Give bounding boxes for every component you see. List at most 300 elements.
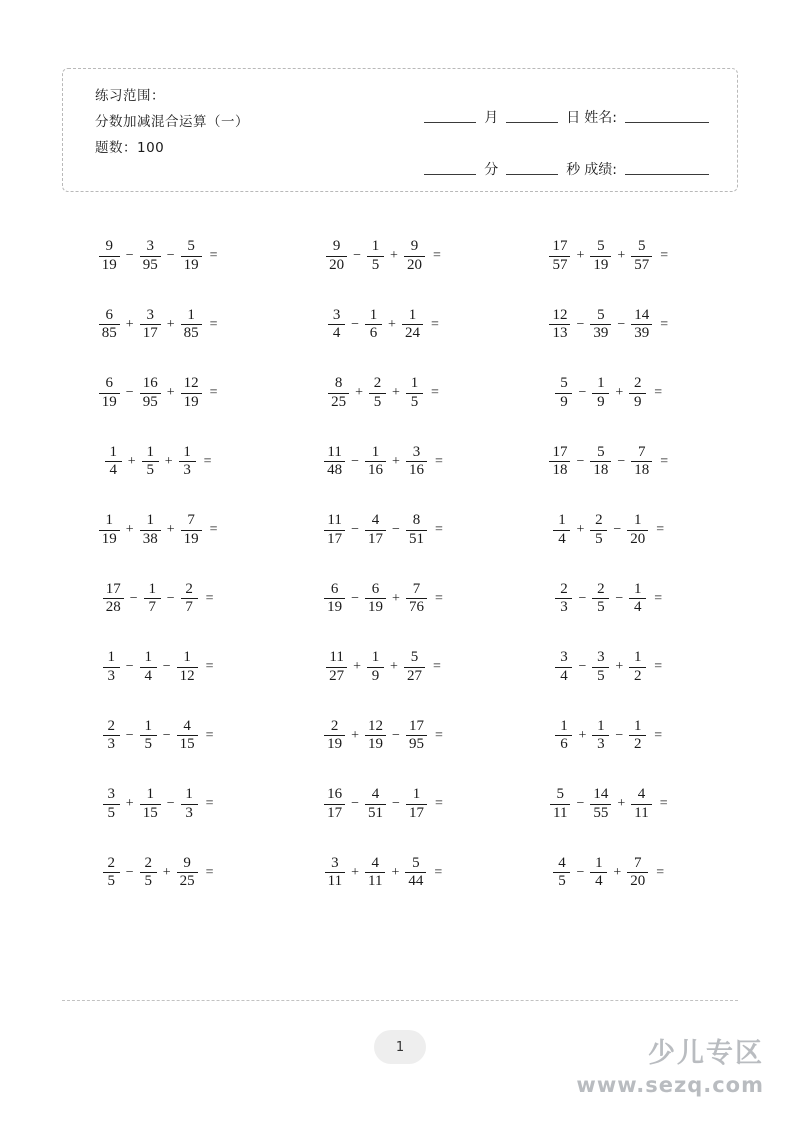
time-row: [375, 141, 715, 179]
month-label: 月: [484, 110, 499, 126]
answer-blank[interactable]: [441, 658, 475, 676]
fraction: [590, 787, 611, 822]
equals-sign: =: [434, 796, 443, 812]
equals-sign: =: [430, 385, 439, 401]
problem-count-label: 题数：100: [95, 140, 165, 156]
fraction: [365, 856, 385, 891]
answer-blank[interactable]: [443, 795, 477, 813]
fraction: [627, 856, 648, 891]
fraction: [103, 582, 124, 617]
problem-expression: [323, 445, 477, 480]
fraction-denominator: 3: [107, 736, 116, 753]
problem-expression: [327, 376, 473, 411]
fraction-numerator: 5: [560, 375, 568, 391]
fraction: [367, 239, 384, 274]
fraction-numerator: 1: [109, 443, 118, 460]
fraction-denominator: 5: [107, 804, 116, 821]
fraction-numerator: 3: [331, 854, 339, 871]
fraction: [555, 376, 572, 411]
equals-sign: =: [656, 864, 665, 880]
fraction-numerator: 9: [332, 238, 341, 254]
equals-sign: =: [654, 590, 663, 606]
fraction-numerator: 11: [327, 443, 342, 460]
fraction: [177, 650, 198, 685]
operator: −: [351, 522, 360, 538]
problem-cell: [62, 359, 287, 428]
minute-blank[interactable]: [424, 173, 476, 175]
name-label: 姓名:: [584, 110, 617, 126]
fraction-numerator: 1: [105, 512, 114, 528]
fraction: [631, 308, 652, 343]
fraction: [631, 445, 652, 480]
answer-blank[interactable]: [439, 316, 473, 334]
fraction-numerator: 9: [410, 238, 419, 254]
fraction-numerator: 2: [560, 580, 568, 597]
fraction-denominator: 5: [144, 736, 152, 753]
problem-cell: [513, 359, 738, 428]
fraction: [103, 650, 120, 685]
operator: −: [125, 864, 134, 880]
fraction-denominator: 9: [634, 393, 642, 410]
problem-cell: [513, 222, 738, 291]
fraction-numerator: 1: [371, 649, 380, 665]
fraction-denominator: 6: [560, 736, 568, 753]
fraction: [555, 582, 572, 617]
fraction-numerator: 14: [634, 306, 650, 323]
answer-blank[interactable]: [214, 864, 248, 882]
fraction-numerator: 1: [597, 375, 605, 391]
fraction-denominator: 4: [109, 462, 118, 479]
problem-expression: [548, 239, 702, 274]
fraction-numerator: 3: [560, 649, 568, 665]
answer-blank[interactable]: [662, 727, 696, 745]
fraction-numerator: 3: [332, 306, 341, 323]
fraction-denominator: 18: [634, 462, 650, 479]
fraction-numerator: 1: [560, 717, 568, 734]
name-blank[interactable]: [625, 121, 709, 123]
fraction-denominator: 5: [107, 873, 116, 890]
fraction: [404, 650, 425, 685]
problem-expression: [554, 650, 696, 685]
fraction-denominator: 27: [329, 667, 345, 684]
answer-blank[interactable]: [441, 247, 475, 265]
fraction-denominator: 20: [329, 256, 345, 273]
fraction-denominator: 3: [560, 599, 568, 616]
header-fillin-block: [375, 89, 715, 179]
fraction: [103, 787, 120, 822]
problem-expression: [102, 856, 248, 891]
fraction-denominator: 19: [183, 530, 199, 547]
problem-cell: [287, 291, 512, 360]
operator: +: [166, 316, 175, 332]
fraction-denominator: 6: [369, 325, 378, 342]
fraction: [140, 239, 161, 274]
fraction-denominator: 18: [552, 462, 568, 479]
operator: +: [351, 727, 360, 743]
problem-cell: [287, 359, 512, 428]
problem-cell: [513, 496, 738, 565]
fraction-denominator: 76: [408, 599, 424, 616]
operator: −: [576, 453, 585, 469]
problem-expression: [552, 856, 698, 891]
watermark: [576, 1038, 764, 1098]
fraction-denominator: 19: [183, 393, 199, 410]
problem-expression: [98, 239, 252, 274]
fraction-numerator: 2: [330, 717, 339, 734]
fraction: [406, 376, 423, 411]
fraction: [550, 787, 570, 822]
equals-sign: =: [660, 316, 669, 332]
fraction-numerator: 3: [146, 306, 154, 323]
fraction-numerator: 6: [105, 306, 114, 323]
equals-sign: =: [660, 453, 669, 469]
operator: +: [388, 316, 396, 332]
problems-grid: [62, 222, 738, 907]
answer-blank[interactable]: [668, 453, 702, 471]
problem-expression: [327, 308, 473, 343]
answer-blank[interactable]: [214, 590, 248, 608]
fraction-numerator: 6: [105, 375, 114, 391]
operator: +: [392, 385, 400, 401]
answer-blank[interactable]: [662, 384, 696, 402]
watermark-brand: 少儿专区: [648, 1038, 764, 1069]
operator: +: [615, 385, 624, 401]
fraction-numerator: 1: [144, 649, 152, 665]
equals-sign: =: [209, 522, 218, 538]
problem-cell: [513, 839, 738, 908]
fraction: [553, 856, 570, 891]
answer-blank[interactable]: [212, 453, 246, 471]
operator: −: [125, 727, 134, 743]
fraction: [326, 650, 347, 685]
fraction: [140, 376, 161, 411]
operator: −: [576, 316, 585, 332]
fraction: [631, 239, 652, 274]
fraction-denominator: 25: [331, 393, 347, 410]
fraction-denominator: 2: [634, 736, 642, 753]
score-blank[interactable]: [625, 173, 709, 175]
problem-cell: [62, 839, 287, 908]
operator: +: [578, 727, 587, 743]
answer-blank[interactable]: [668, 795, 702, 813]
fraction-numerator: 12: [368, 717, 384, 734]
fraction: [629, 719, 646, 754]
answer-blank[interactable]: [668, 247, 702, 265]
fraction: [592, 650, 609, 685]
answer-blank[interactable]: [214, 658, 248, 676]
fraction-denominator: 19: [368, 736, 384, 753]
fraction-denominator: 19: [101, 256, 117, 273]
fraction-numerator: 1: [183, 649, 191, 665]
fraction-numerator: 3: [412, 443, 421, 460]
fraction: [324, 787, 345, 822]
operator: −: [125, 385, 134, 401]
fraction-numerator: 17: [552, 443, 568, 460]
fraction-numerator: 5: [187, 238, 195, 254]
fraction-numerator: 5: [412, 854, 420, 871]
equals-sign: =: [660, 248, 669, 264]
problem-cell: [62, 496, 287, 565]
date-row: [375, 89, 715, 127]
problem-expression: [98, 513, 252, 548]
fraction-numerator: 12: [183, 375, 199, 391]
fraction-denominator: 24: [404, 325, 420, 342]
fraction: [326, 239, 347, 274]
operator: −: [392, 522, 400, 538]
fraction-denominator: 5: [146, 462, 154, 479]
minute-label: 分: [484, 162, 499, 178]
operator: +: [617, 796, 626, 812]
fraction-denominator: 95: [142, 393, 158, 410]
fraction: [590, 308, 611, 343]
equals-sign: =: [209, 385, 218, 401]
fraction-numerator: 2: [144, 854, 152, 871]
fraction: [365, 719, 386, 754]
fraction-denominator: 11: [368, 873, 383, 890]
fraction-denominator: 20: [630, 873, 646, 890]
operator: +: [615, 659, 624, 675]
fraction-numerator: 9: [105, 238, 114, 254]
second-blank[interactable]: [506, 173, 558, 175]
answer-blank[interactable]: [662, 658, 696, 676]
equals-sign: =: [432, 659, 441, 675]
operator: −: [576, 796, 585, 812]
problem-expression: [323, 787, 477, 822]
fraction-numerator: 4: [183, 717, 191, 734]
fraction: [549, 445, 570, 480]
operator: −: [392, 727, 400, 743]
problem-expression: [325, 239, 475, 274]
fraction-numerator: 17: [408, 717, 424, 734]
fraction: [103, 856, 120, 891]
problem-cell: [287, 770, 512, 839]
fraction-numerator: 12: [552, 306, 568, 323]
fraction: [555, 719, 572, 754]
operator: −: [617, 316, 626, 332]
fraction-numerator: 11: [327, 512, 342, 528]
fraction: [590, 856, 607, 891]
fraction: [99, 376, 120, 411]
fraction-numerator: 1: [185, 786, 193, 802]
worksheet-header: [62, 68, 738, 192]
fraction-denominator: 5: [558, 873, 566, 890]
fraction-denominator: 5: [144, 873, 152, 890]
problem-expression: [549, 787, 702, 822]
day-blank[interactable]: [506, 121, 558, 123]
answer-blank[interactable]: [214, 795, 248, 813]
fraction: [553, 513, 570, 548]
equals-sign: =: [205, 727, 214, 743]
fraction: [181, 582, 198, 617]
fraction: [592, 719, 609, 754]
operator: −: [578, 590, 587, 606]
fraction-denominator: 38: [142, 530, 158, 547]
fraction-denominator: 12: [179, 667, 195, 684]
answer-blank[interactable]: [218, 316, 252, 334]
fraction: [406, 582, 427, 617]
operator: +: [353, 659, 362, 675]
problem-expression: [548, 445, 702, 480]
fraction-numerator: 1: [146, 786, 154, 802]
fraction-denominator: 85: [183, 325, 199, 342]
fraction-numerator: 2: [107, 717, 116, 734]
fraction-numerator: 1: [597, 717, 605, 734]
problem-cell: [287, 702, 512, 771]
fraction: [177, 856, 198, 891]
equals-sign: =: [203, 453, 212, 469]
fraction-numerator: 1: [371, 238, 380, 254]
equals-sign: =: [654, 659, 663, 675]
fraction-denominator: 3: [597, 736, 605, 753]
operator: +: [391, 864, 400, 880]
fraction-numerator: 1: [634, 717, 642, 734]
answer-blank[interactable]: [218, 247, 252, 265]
worksheet-title: 分数加减混合运算（一）: [95, 114, 249, 130]
fraction-denominator: 13: [552, 325, 568, 342]
fraction: [99, 308, 120, 343]
fraction-numerator: 1: [107, 649, 116, 665]
fraction-numerator: 1: [408, 306, 417, 323]
fraction-denominator: 85: [101, 325, 117, 342]
fraction: [181, 787, 198, 822]
fraction: [144, 582, 161, 617]
answer-blank[interactable]: [668, 316, 702, 334]
fraction-numerator: 5: [556, 786, 564, 802]
answer-blank[interactable]: [443, 590, 477, 608]
operator: −: [578, 385, 587, 401]
equals-sign: =: [205, 659, 214, 675]
operator: +: [125, 796, 134, 812]
problem-cell: [287, 565, 512, 634]
answer-blank[interactable]: [664, 521, 698, 539]
answer-blank[interactable]: [664, 864, 698, 882]
fraction: [140, 308, 161, 343]
fraction-numerator: 1: [634, 649, 642, 665]
answer-blank[interactable]: [218, 521, 252, 539]
equals-sign: =: [654, 727, 663, 743]
fraction-denominator: 17: [142, 325, 158, 342]
fraction-denominator: 3: [183, 462, 191, 479]
fraction: [406, 787, 427, 822]
fraction-numerator: 1: [595, 854, 603, 871]
answer-blank[interactable]: [443, 521, 477, 539]
fraction-numerator: 1: [412, 786, 421, 802]
fraction: [179, 445, 196, 480]
fraction-denominator: 95: [142, 256, 158, 273]
fraction-denominator: 27: [406, 667, 422, 684]
fraction-numerator: 4: [371, 786, 380, 802]
fraction-denominator: 95: [408, 736, 424, 753]
fraction: [592, 582, 609, 617]
answer-blank[interactable]: [218, 384, 252, 402]
fraction: [103, 719, 120, 754]
fraction: [406, 719, 427, 754]
fraction-denominator: 4: [558, 530, 566, 547]
answer-blank[interactable]: [662, 590, 696, 608]
fraction-denominator: 18: [593, 462, 609, 479]
fraction-denominator: 5: [597, 599, 605, 616]
operator: +: [162, 864, 171, 880]
fraction-numerator: 5: [597, 306, 605, 323]
operator: −: [613, 522, 622, 538]
fraction: [99, 513, 120, 548]
operator: −: [166, 590, 175, 606]
problem-expression: [102, 719, 248, 754]
problem-expression: [548, 308, 702, 343]
fraction-denominator: 20: [630, 530, 646, 547]
fraction-denominator: 28: [105, 599, 121, 616]
score-label: 成绩:: [584, 162, 617, 178]
problem-expression: [98, 308, 252, 343]
equals-sign: =: [659, 796, 668, 812]
month-blank[interactable]: [424, 121, 476, 123]
problem-cell: [62, 291, 287, 360]
fraction-numerator: 1: [146, 512, 154, 528]
operator: −: [166, 248, 175, 264]
operator: −: [351, 453, 360, 469]
problem-expression: [554, 719, 696, 754]
operator: +: [125, 522, 134, 538]
operator: +: [576, 522, 585, 538]
operator: −: [615, 590, 624, 606]
answer-blank[interactable]: [214, 727, 248, 745]
operator: −: [129, 590, 138, 606]
answer-blank[interactable]: [443, 453, 477, 471]
fraction-numerator: 7: [638, 443, 646, 460]
fraction-denominator: 17: [327, 530, 343, 547]
fraction-denominator: 51: [408, 530, 424, 547]
fraction-denominator: 5: [373, 393, 382, 410]
fraction-denominator: 11: [327, 873, 343, 890]
fraction-numerator: 11: [329, 649, 344, 665]
fraction-numerator: 4: [371, 512, 380, 528]
fraction: [365, 787, 386, 822]
problem-expression: [323, 582, 477, 617]
answer-blank[interactable]: [442, 864, 476, 882]
problem-expression: [552, 513, 698, 548]
problem-expression: [554, 376, 696, 411]
equals-sign: =: [434, 453, 443, 469]
fraction-denominator: 15: [179, 736, 195, 753]
operator: +: [617, 248, 626, 264]
operator: −: [125, 248, 134, 264]
answer-blank[interactable]: [439, 384, 473, 402]
fraction-denominator: 57: [552, 256, 568, 273]
fraction-numerator: 2: [634, 375, 642, 391]
fraction-numerator: 5: [638, 238, 646, 254]
fraction: [555, 650, 572, 685]
operator: +: [351, 864, 360, 880]
equals-sign: =: [434, 727, 443, 743]
fraction-denominator: 19: [593, 256, 609, 273]
operator: +: [390, 248, 398, 264]
second-label: 秒: [566, 162, 581, 178]
fraction: [181, 239, 202, 274]
fraction: [629, 376, 646, 411]
fraction: [406, 513, 427, 548]
fraction: [142, 445, 159, 480]
problem-cell: [62, 633, 287, 702]
problem-expression: [104, 445, 246, 480]
fraction-numerator: 1: [144, 717, 152, 734]
operator: −: [578, 659, 587, 675]
problem-expression: [323, 513, 477, 548]
answer-blank[interactable]: [443, 727, 477, 745]
day-label: 日: [566, 110, 581, 126]
fraction-denominator: 5: [371, 256, 380, 273]
fraction-denominator: 19: [327, 736, 343, 753]
fraction-numerator: 1: [148, 580, 156, 597]
